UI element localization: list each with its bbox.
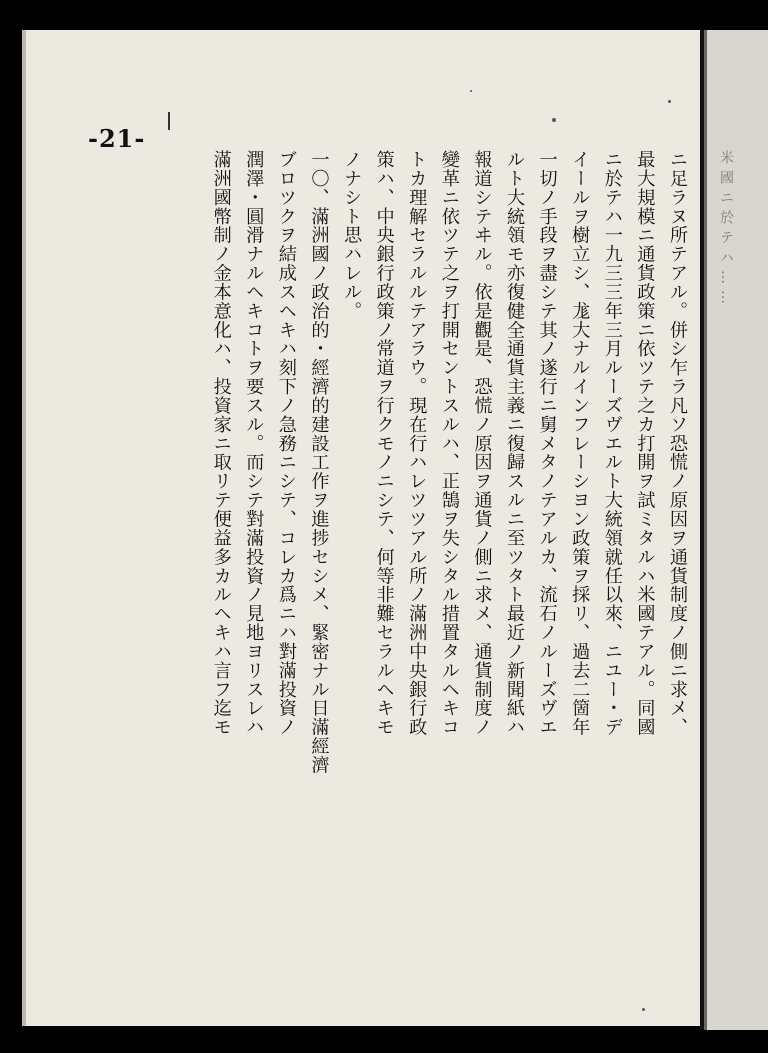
text-line: トカ理解セラルルテアラウ。現在行ハレツツアル所ノ滿洲中央銀行政 — [406, 150, 428, 737]
adjacent-page-fold — [704, 30, 707, 1030]
text-line: 一切ノ手段ヲ盡シテ其ノ遂行ニ舅メタノテアルカ、流石ノルーズヴエ — [536, 150, 558, 737]
text-line: ニ足ラヌ所テアル。併シ乍ラ凡ソ恐慌ノ原因ヲ通貨制度ノ側ニ求メ、 — [667, 150, 688, 737]
paper-speck — [642, 1008, 645, 1011]
text-line: 滿洲國幣制ノ金本意化ハ、投資家ニ取リテ便益多カルヘキハ言フ迄モ — [210, 150, 232, 737]
adjacent-page-bleed-text: 米國ニ於テハ…… — [718, 150, 734, 310]
text-line: 潤澤・圓滑ナルヘキコトヲ要スル。而シテ對滿投資ノ見地ヨリスレハ — [243, 150, 265, 737]
vertical-text-block — [210, 150, 693, 925]
paper-speck — [552, 118, 556, 122]
text-line: 報道シテヰル。依是觀是、恐慌ノ原因ヲ通貨ノ側ニ求メ、通貨制度ノ — [471, 150, 493, 737]
page-number: -21- — [88, 124, 146, 153]
text-line: ニ於テハ一九三三年三月ルーズヴエルト大統領就任以來、ニユー・デ — [601, 150, 623, 737]
text-line: 最大規模ニ通貨政策ニ依ツテ之カ打開ヲ試ミタルハ米國テアル。同國 — [634, 150, 656, 737]
adjacent-page — [704, 30, 768, 1030]
text-line: 策ハ、中央銀行政策ノ常道ヲ行クモノニシテ、何等非難セラルヘキモ — [373, 150, 395, 737]
text-line: 變革ニ依ツテ之ヲ打開セントスルハ、正鵠ヲ失シタル措置タルヘキコ — [438, 150, 460, 737]
paper-speck — [470, 90, 472, 92]
paper-speck — [668, 100, 671, 103]
text-line: ブロツクヲ結成スヘキハ刻下ノ急務ニシテ、コレカ爲ニハ對滿投資ノ — [275, 150, 297, 737]
margin-mark — [168, 112, 170, 130]
text-line: ノナシト思ハレル。 — [341, 150, 363, 321]
text-line: ルト大統領モ亦復健全通貨主義ニ復歸スルニ至ツタト最近ノ新聞紙ハ — [504, 150, 526, 737]
page-edge-shadow — [22, 30, 26, 1026]
text-line: イールヲ樹立シ、尨大ナルインフレーシヨン政策ヲ採リ、過去二箇年 — [569, 150, 591, 737]
text-line: 一〇、滿洲國ノ政治的・經濟的建設工作ヲ進捗セシメ、緊密ナル日滿經濟 — [308, 150, 330, 775]
